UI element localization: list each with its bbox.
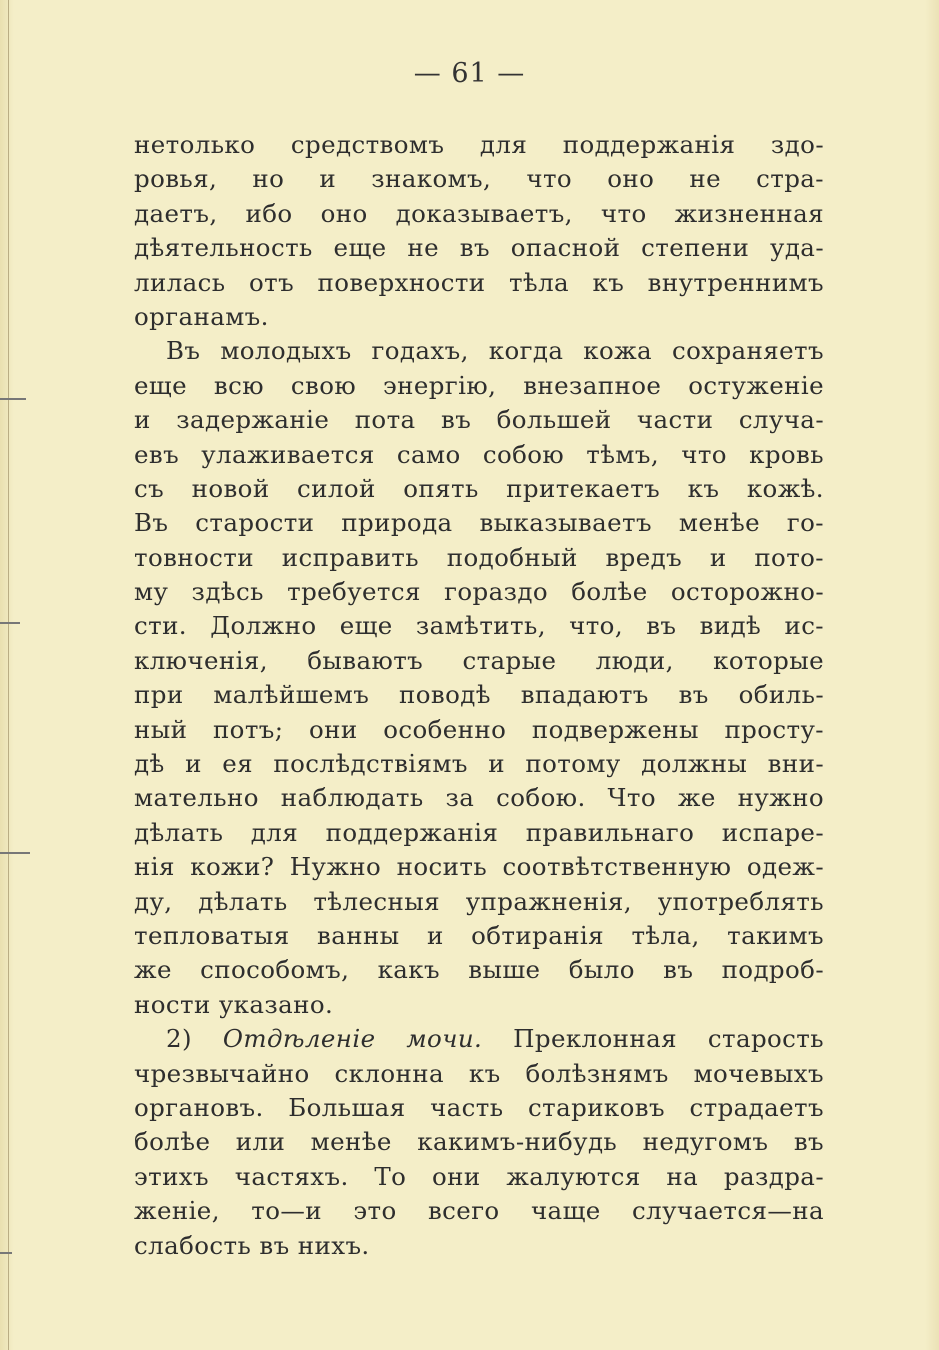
text-line: даетъ, ибо оно доказываетъ, что жизненная <box>134 198 824 228</box>
section-lead-text: Преклонная старость <box>482 1024 824 1054</box>
text-line: дѣ и ея послѣдствіямъ и потому должны вни- <box>134 749 824 779</box>
text-line: нія кожи? Нужно носить соотвѣтственную одеж- <box>134 852 824 882</box>
section-heading-line <box>134 1022 824 1056</box>
text-line: же способомъ, какъ выше было въ подроб- <box>134 955 824 985</box>
page-edge-line <box>8 0 9 1350</box>
text-line: съ новой силой опять притекаетъ къ кожѣ. <box>134 473 824 503</box>
text-line: нетолько средствомъ для поддержанія здо- <box>134 130 824 159</box>
text-line: евъ улаживается само собою тѣмъ, что кровь <box>134 439 824 469</box>
text-line: товности исправить подобный вредъ и пото- <box>134 542 824 572</box>
margin-tick-mark <box>0 1252 12 1254</box>
text-line: тепловатыя ванны и обтиранія тѣла, такимъ <box>134 920 824 950</box>
text-line: ности указано. <box>134 989 334 1019</box>
text-line: ключенія, бываютъ старые люди, которые <box>134 645 824 675</box>
text-line: органовъ. Большая часть стариковъ страдаетъ <box>134 1092 824 1122</box>
margin-tick-mark <box>0 622 20 624</box>
text-line: еще всю свою энергію, внезапное остуженіе <box>134 370 824 400</box>
margin-tick-mark <box>0 398 26 400</box>
text-line: женіе, то—и это всего чаще случается—на <box>134 1196 824 1226</box>
text-line: лилась отъ поверхности тѣла къ внутреннимъ <box>134 267 824 297</box>
text-line: ный потъ; они особенно подвержены просту- <box>134 714 824 744</box>
text-line: органамъ. <box>134 301 269 331</box>
text-line: при малѣйшемъ поводѣ впадаютъ въ обиль- <box>134 680 824 710</box>
text-line: дѣлать для поддержанія правильнаго испаре- <box>134 817 824 847</box>
text-line: этихъ частяхъ. То они жалуются на раздра- <box>134 1161 824 1191</box>
body-text <box>134 128 824 1263</box>
text-line: сти. Должно еще замѣтить, что, въ видѣ ис- <box>134 611 824 641</box>
text-line: и задержаніе пота въ большей части случа- <box>134 405 824 435</box>
page-number: — 61 — <box>413 58 526 89</box>
text-line: Въ старости природа выказываетъ менѣе го- <box>134 508 824 538</box>
paragraph-start-line: Въ молодыхъ годахъ, когда кожа сохраняетъ <box>166 336 824 366</box>
margin-tick-mark <box>0 852 30 854</box>
text-line: чрезвычайно склонна къ болѣзнямъ мочевыхъ <box>134 1058 824 1088</box>
section-number: 2) <box>166 1024 223 1054</box>
text-line: ровья, но и знакомъ, что оно не стра- <box>134 164 824 194</box>
text-line: мательно наблюдать за собою. Что же нужно <box>134 783 824 813</box>
text-line: дѣятельность еще не въ опасной степени уда- <box>134 233 824 263</box>
section-title-italic: Отдѣленіе мочи. <box>222 1024 483 1054</box>
text-line: болѣе или менѣе какимъ-нибудь недугомъ въ <box>134 1127 824 1157</box>
text-line: му здѣсь требуется гораздо болѣе осторожно- <box>134 577 824 607</box>
text-line: ду, дѣлать тѣлесныя упражненія, употреблять <box>134 886 824 916</box>
text-line: слабость въ нихъ. <box>134 1230 370 1260</box>
